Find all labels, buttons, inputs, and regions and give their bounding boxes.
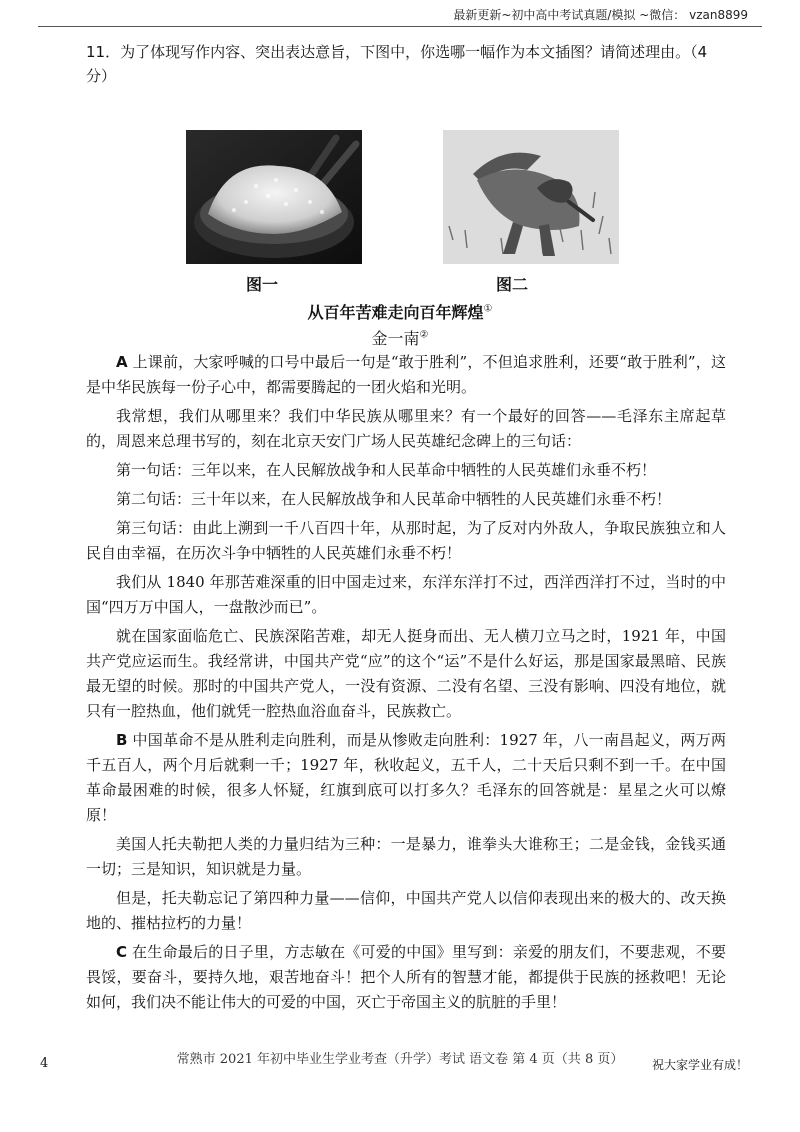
paragraph-where-from bbox=[86, 404, 726, 454]
page-number: 4 bbox=[40, 1056, 49, 1071]
paragraph-text: 上课前，大家呼喊的口号中最后一句是“敢于胜利”，不但追求胜利，还要“敢于胜利”，这是中华民族每一份子心中，都需要腾起的一团火焰和光明。 bbox=[86, 353, 726, 396]
footer-greeting: 祝大家学业有成！ bbox=[651, 1058, 748, 1072]
paragraph-text: 美国人托夫勒把人类的力量归结为三种：一是暴力，谁拳头大谁称王；二是金钱，金钱买通一切；三是知识，知识就是力量。 bbox=[86, 835, 726, 878]
paragraph-a-intro bbox=[86, 350, 726, 400]
figure-1-caption: 图一 bbox=[246, 275, 279, 294]
exam-footer: 常熟市 2021 年初中毕业生学业考查（升学）考试 语文卷 第 4 页（共 8 页） bbox=[176, 1052, 624, 1067]
article-title-text: 从百年苦难走向百年辉煌 bbox=[307, 303, 484, 322]
paragraph-b-revolution bbox=[86, 728, 726, 828]
paragraph-text: 第三句话：由此上溯到一千八百四十年，从那时起，为了反对内外敌人，争取民族独立和人民自由幸福，在历次斗争中牺牲的人民英雄们永垂不朽！ bbox=[86, 519, 726, 562]
figure-2-farmer-image bbox=[443, 130, 619, 264]
paragraph-c-fang-zhimin bbox=[86, 940, 726, 1015]
paragraph-text: 第二句话：三十年以来，在人民解放战争和人民革命中牺牲的人民英雄们永垂不朽！ bbox=[116, 490, 672, 508]
figure-2-caption: 图二 bbox=[496, 275, 529, 294]
paragraph-text: 就在国家面临危亡、民族深陷苦难，却无人挺身而出、无人横刀立马之时，1921 年，中国共产党应运而生。我经常讲，中国共产党“应”的这个“运”不是什么好运，那是国家最黑暗、民族最无望的时候。那时的中国共产党人，一没有资源、二没有名望、三没有影响、四没有地位，就只有一腔热血，他们就凭一腔热血浴血奋斗，民族救亡。 bbox=[86, 627, 726, 720]
paragraph-text: 在生命最后的日子里，方志敏在《可爱的中国》里写到：亲爱的朋友们，不要悲观，不要畏馁，要奋斗，要持久地，艰苦地奋斗！把个人所有的智慧才能，都提供于民族的拯救吧！无论如何，我们决不能让伟大的可爱的中国，灭亡于帝国主义的肮脏的手里！ bbox=[86, 943, 726, 1011]
paragraph-first-sentence bbox=[86, 458, 726, 483]
title-footnote-mark: ① bbox=[483, 303, 493, 315]
section-marker-a: A bbox=[116, 353, 128, 371]
paragraph-text: 但是，托夫勒忘记了第四种力量——信仰，中国共产党人以信仰表现出来的极大的、改天换地的、摧枯拉朽的力量！ bbox=[86, 889, 726, 932]
paragraph-belief bbox=[86, 886, 726, 936]
header-divider bbox=[38, 26, 762, 27]
rice-bowl-illustration bbox=[186, 130, 362, 264]
question-11: 11．为了体现写作内容、突出表达意旨，下图中，你选哪一幅作为本文插图？请简述理由。（4分） bbox=[86, 43, 708, 85]
article-author-text: 金一南 bbox=[371, 329, 420, 348]
paragraph-text: 我们从 1840 年那苦难深重的旧中国走过来，东洋东洋打不过，西洋西洋打不过，当时的中国“四万万中国人，一盘散沙而已”。 bbox=[86, 573, 726, 616]
paragraph-1840 bbox=[86, 570, 726, 620]
paragraph-toffler bbox=[86, 832, 726, 882]
article-title bbox=[0, 300, 800, 323]
paragraph-text: 我常想，我们从哪里来？我们中华民族从哪里来？有一个最好的回答——毛泽东主席起草的，周恩来总理书写的，刻在北京天安门广场人民英雄纪念碑上的三句话： bbox=[86, 407, 726, 450]
paragraph-1921 bbox=[86, 624, 726, 724]
section-marker-b: B bbox=[116, 731, 128, 749]
paragraph-third-sentence bbox=[86, 516, 726, 566]
author-footnote-mark: ② bbox=[419, 329, 429, 341]
article-author bbox=[0, 326, 800, 349]
section-marker-c: C bbox=[116, 943, 128, 961]
paragraph-second-sentence bbox=[86, 487, 726, 512]
paragraph-text: 第一句话：三年以来，在人民解放战争和人民革命中牺牲的人民英雄们永垂不朽！ bbox=[116, 461, 657, 479]
paragraph-text: 中国革命不是从胜利走向胜利，而是从惨败走向胜利：1927 年，八一南昌起义，两万两千五百人，两个月后就剩一千；1927 年，秋收起义，五千人，二十天后只剩不到一千。在中国革命最困难的时候，很多人怀疑，红旗到底可以打多久？毛泽东的回答就是：星星之火可以燎原！ bbox=[86, 731, 726, 824]
article-body bbox=[86, 350, 726, 1019]
figure-1-rice-bowl-image bbox=[186, 130, 362, 264]
page-header: 最新更新~初中高中考试真题/模拟 ~微信： vzan8899 bbox=[453, 8, 748, 22]
farmer-illustration bbox=[443, 130, 619, 264]
